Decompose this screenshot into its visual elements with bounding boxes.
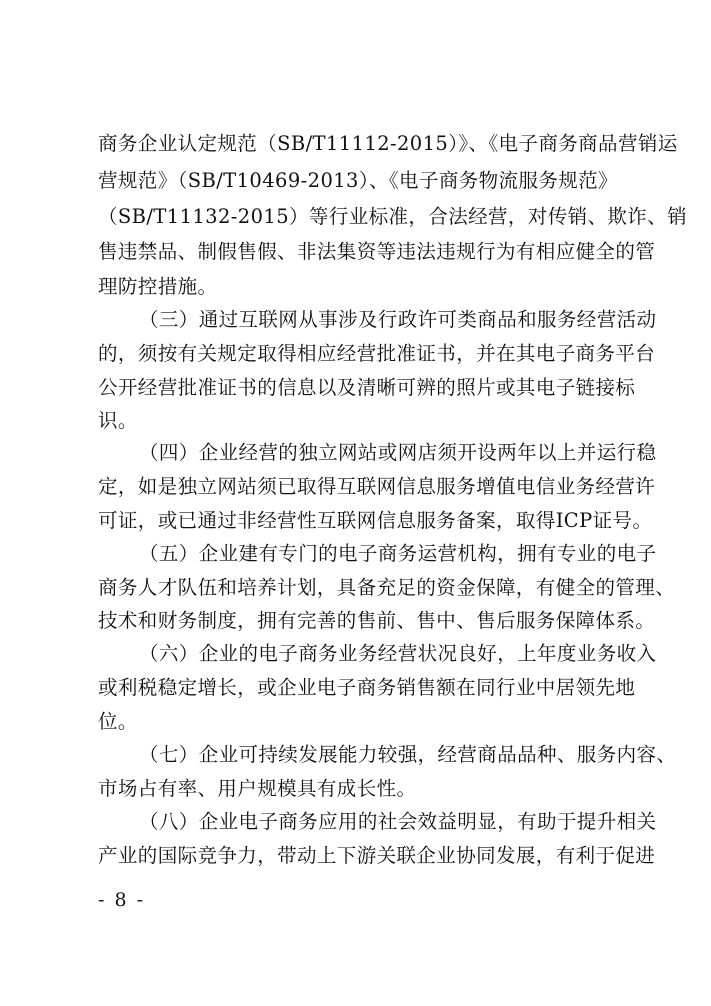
text-line: 公开经营批准证书的信息以及清晰可辨的照片或其电子链接标 [98,376,636,399]
text-line: 识。 [98,409,138,432]
text-line: 产业的国际竞争力，带动上下游关联企业协同发展，有利于促进 [98,844,656,867]
paragraph-7-start: （七）企业可持续发展能力较强，经营商品品种、服务内容、 [139,743,677,766]
paragraph-4-start: （四）企业经营的独立网站或网店须开设两年以上并运行稳 [139,441,657,464]
text-line: 可证，或已通过非经营性互联网信息服务备案，取得ICP证号。 [98,509,653,532]
text-line: 商务人才队伍和培养计划，具备充足的资金保障，有健全的管理、 [98,576,676,599]
text-line: 定，如是独立网站须已取得互联网信息服务增值电信业务经营许 [98,475,656,498]
paragraph-6-start: （六）企业的电子商务业务经营状况良好，上年度业务收入 [139,642,657,665]
text-line: 商务企业认定规范（SB/T11112-2015）》、《电子商务商品营销运 [98,132,678,155]
text-line: （SB/T11132-2015）等行业标准，合法经营，对传销、欺诈、销 [98,205,688,228]
paragraph-3-start: （三）通过互联网从事涉及行政许可类商品和服务经营活动 [139,308,657,331]
text-line: 营规范》（SB/T10469-2013）、《电子商务物流服务规范》 [98,169,618,192]
text-line: 位。 [98,710,138,733]
text-line: 市场占有率、用户规模具有成长性。 [98,777,417,800]
text-line: 或利税稳定增长，或企业电子商务销售额在同行业中居领先地 [98,676,636,699]
paragraph-5-start: （五）企业建有专门的电子商务运营机构，拥有专业的电子 [139,542,657,565]
page-number: - 8 - [98,889,146,911]
text-line: 技术和财务制度，拥有完善的售前、售中、售后服务保障体系。 [98,609,656,632]
text-line: 售违禁品、制假售假、非法集资等违法违规行为有相应健全的管 [98,240,656,263]
text-line: 的，须按有关规定取得相应经营批准证书，并在其电子商务平台 [98,342,656,365]
text-line: 理防控措施。 [98,275,218,298]
paragraph-8-start: （八）企业电子商务应用的社会效益明显，有助于提升相关 [139,810,657,833]
